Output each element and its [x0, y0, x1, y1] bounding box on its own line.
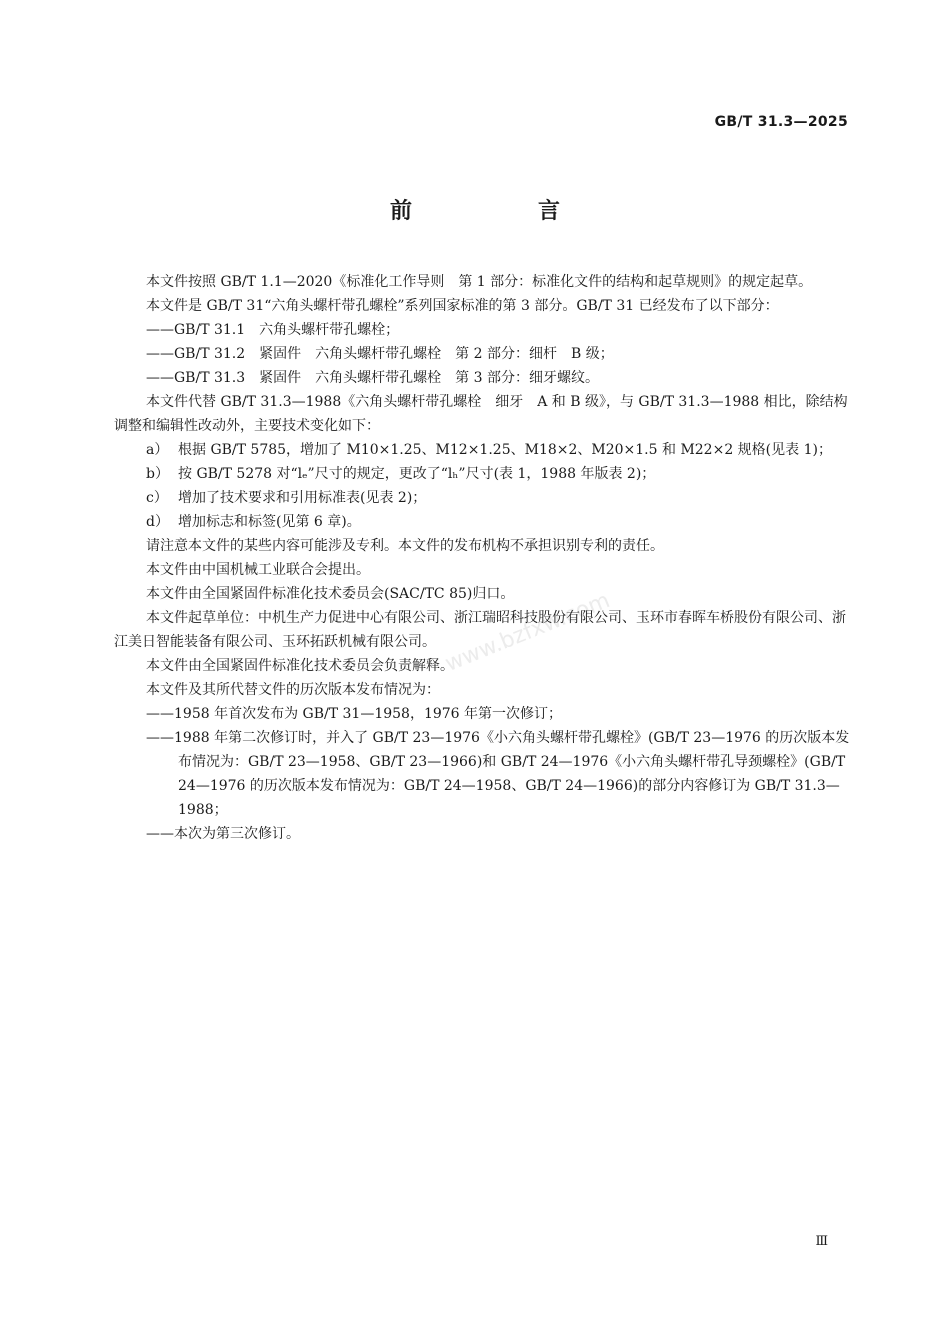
change-item-label: d） — [146, 514, 169, 530]
series-item: ——GB/T 31.3 紧固件 六角头螺杆带孔螺栓 第 3 部分：细牙螺纹。 — [146, 370, 599, 386]
change-item-label: a） — [146, 442, 169, 458]
paragraph-patent-notice: 请注意本文件的某些内容可能涉及专利。本文件的发布机构不承担识别专利的责任。 — [146, 538, 664, 554]
change-item-text: 增加标志和标签(见第 6 章)。 — [178, 514, 361, 530]
change-item-text: 增加了技术要求和引用标准表(见表 2)； — [178, 490, 427, 506]
change-item-text: 根据 GB/T 5785，增加了 M10×1.25、M12×1.25、M18×2、M20×1.5 和 M22×2 规格(见表 1)； — [178, 442, 832, 458]
paragraph-drafting-units: 本文件起草单位：中机生产力促进中心有限公司、浙江瑞昭科技股份有限公司、玉环市春晖车桥股份有限公司、浙江美日智能装备有限公司、玉环拓跃机械有限公司。 — [114, 610, 846, 650]
page-title: 前 言 — [389, 199, 612, 224]
change-item — [146, 510, 850, 534]
paragraph-interpretation: 本文件由全国紧固件标准化技术委员会负责解释。 — [146, 658, 454, 674]
history-item: ——本次为第三次修订。 — [146, 826, 300, 842]
change-item-label: b） — [146, 466, 169, 482]
change-item-text: 按 GB/T 5278 对“lₑ”尺寸的规定，更改了“lₕ”尺寸(表 1，1988 年版表 2)； — [178, 466, 656, 482]
change-item — [146, 438, 850, 462]
page-number: Ⅲ — [815, 1234, 828, 1249]
standard-code: GB/T 31.3—2025 — [714, 114, 848, 130]
change-item — [146, 486, 850, 510]
paragraph-proposer: 本文件由中国机械工业联合会提出。 — [146, 562, 370, 578]
paragraph-technical-committee: 本文件由全国紧固件标准化技术委员会(SAC/TC 85)归口。 — [146, 586, 515, 602]
paragraph-series-intro: 本文件是 GB/T 31“六角头螺杆带孔螺栓”系列国家标准的第 3 部分。GB/T 31 已经发布了以下部分： — [146, 298, 779, 314]
watermark: www.bzfxw.com — [441, 588, 614, 677]
paragraph-drafting-rules: 本文件按照 GB/T 1.1—2020《标准化工作导则 第 1 部分：标准化文件的结构和起草规则》的规定起草。 — [146, 274, 813, 290]
paragraph-history-intro: 本文件及其所代替文件的历次版本发布情况为： — [146, 682, 440, 698]
document-body — [114, 270, 850, 846]
history-item: ——1958 年首次发布为 GB/T 31—1958，1976 年第一次修订； — [146, 706, 563, 722]
series-item: ——GB/T 31.2 紧固件 六角头螺杆带孔螺栓 第 2 部分：细杆 B 级； — [146, 346, 614, 362]
paragraph-replaces: 本文件代替 GB/T 31.3—1988《六角头螺杆带孔螺栓 细牙 A 和 B 级》，与 GB/T 31.3—1988 相比，除结构调整和编辑性改动外，主要技术变化如下： — [114, 394, 848, 434]
change-item-label: c） — [146, 490, 168, 506]
history-item: ——1988 年第二次修订时，并入了 GB/T 23—1976《小六角头螺杆带孔螺栓》(GB/T 23—1976 的历次版本发布情况为：GB/T 23—1958、GB/T 23—1966)和 GB/T 24—1976《小六角头螺杆带孔导颈螺栓》(GB/T 24—1976 的历次版本发布情况为：GB/T 24—1958、GB/T 24—1966)的部分内容修订为 GB/T 31.3—1988； — [146, 730, 850, 818]
series-item: ——GB/T 31.1 六角头螺杆带孔螺栓； — [146, 322, 400, 338]
change-item — [146, 462, 850, 486]
